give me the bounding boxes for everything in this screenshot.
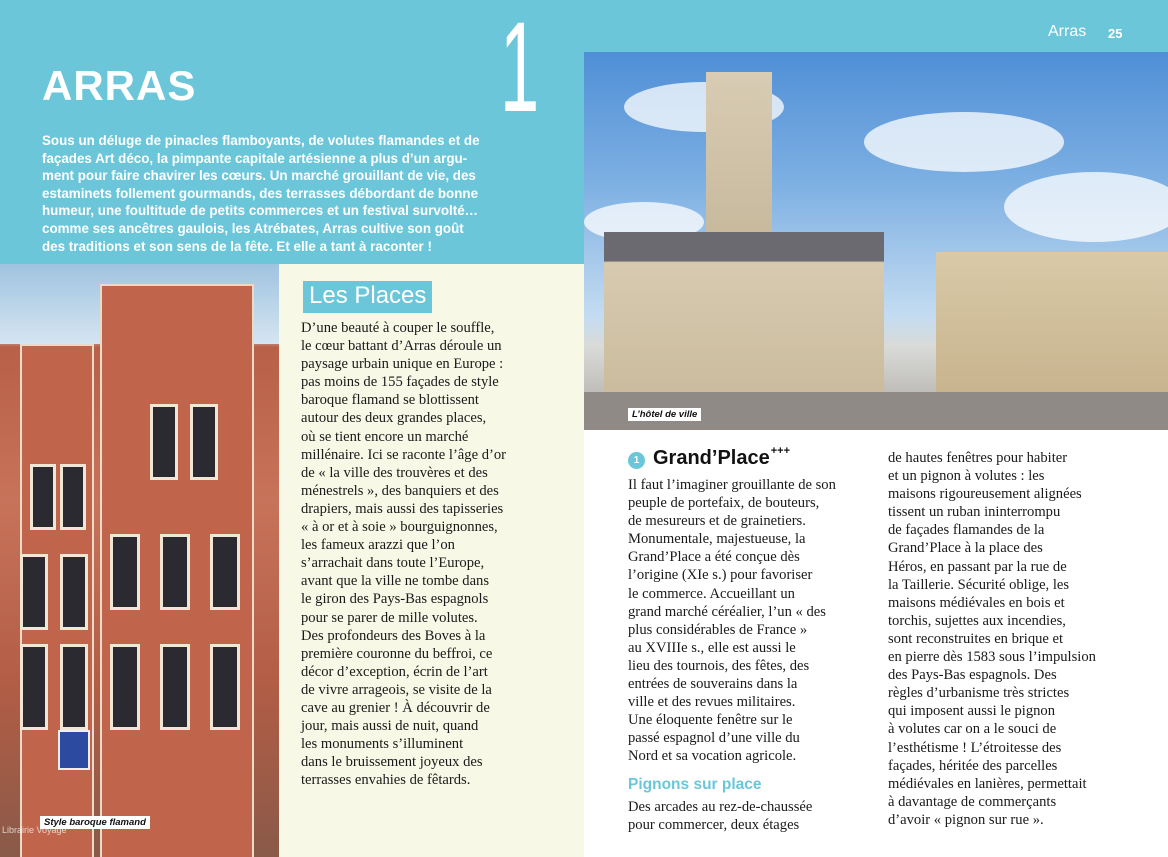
- body-line: règles d’urbanisme très strictes: [888, 685, 1070, 702]
- body-line: entrées de souverains dans la: [628, 676, 798, 693]
- body-line: façades, héritée des parcelles: [888, 757, 1058, 774]
- intro-line: estaminets follement gourmands, des terrasses débordant de bonne: [42, 185, 479, 201]
- body-line: ménestrels », des banquiers et des: [301, 482, 499, 499]
- photo-caption-left: Style baroque flamand: [40, 816, 150, 829]
- site-number-badge: 1: [628, 452, 645, 469]
- body-line: pour se parer de mille volutes.: [301, 609, 478, 626]
- body-line: Héros, en passant par la rue de: [888, 558, 1067, 575]
- body-line: ville et des revues militaires.: [628, 694, 796, 711]
- body-line: à davantage de commerçants: [888, 793, 1057, 810]
- intro-line: humeur, une foultitude de petits commerces et un festival survolté…: [42, 203, 479, 219]
- body-line: première couronne du beffroi, ce: [301, 645, 493, 662]
- body-line: Des profondeurs des Boves à la: [301, 627, 486, 644]
- photo-hotel-de-ville: [584, 52, 1168, 430]
- body-line: pour commercer, deux étages: [628, 817, 800, 834]
- subsection-body-text: [628, 798, 864, 834]
- body-line: grand marché céréalier, l’un « des: [628, 603, 826, 620]
- grandplace-title: [653, 447, 790, 470]
- section-title-les-places: Les Places: [303, 281, 432, 313]
- body-line: tissent un ruban ininterrompu: [888, 504, 1061, 521]
- intro-line: Sous un déluge de pinacles flamboyants, de volutes flamandes et de: [42, 133, 480, 148]
- no-parking-sign-icon: [58, 730, 90, 770]
- places-body-text: [301, 319, 541, 789]
- chapter-intro: [42, 132, 542, 255]
- body-line: de « la ville des trouvères et des: [301, 464, 488, 481]
- body-line: médiévales en lanières, permettait: [888, 775, 1087, 792]
- body-line: l’esthétisme ! L’étroitesse des: [888, 739, 1062, 756]
- running-head: Arras: [1048, 23, 1087, 40]
- body-line: Nord et sa vocation agricole.: [628, 748, 797, 765]
- body-line: baroque flamand se blottissent: [301, 392, 479, 409]
- body-line: Il faut l’imaginer grouillante de son: [628, 477, 836, 493]
- body-line: Une éloquente fenêtre sur le: [628, 712, 793, 729]
- body-line: jour, mais aussi de nuit, quand: [301, 718, 479, 735]
- intro-line: ment pour faire chavirer les cœurs. Un marché grouillant de vie, des: [42, 168, 476, 184]
- body-line: décor d’exception, écrin de l’art: [301, 663, 488, 680]
- body-line: Monumentale, majestueuse, la: [628, 531, 806, 548]
- flemish-facades: [936, 252, 1168, 392]
- body-line: où se tient encore un marché: [301, 428, 469, 445]
- body-line: D’une beauté à couper le souffle,: [301, 320, 495, 336]
- chapter-title: ARRAS: [42, 62, 197, 109]
- town-hall-building: [604, 232, 884, 392]
- intro-line: comme ses ancêtres gaulois, les Atrébates, Arras cultive son goût: [42, 220, 464, 236]
- body-line: à volutes car on a le souci de: [888, 721, 1057, 738]
- body-line: passé espagnol d’une ville du: [628, 730, 800, 747]
- intro-line: façades Art déco, la pimpante capitale artésienne a plus d’un argu-: [42, 150, 468, 166]
- body-line: la Taillerie. Sécurité oblige, les: [888, 576, 1070, 593]
- body-line: de façades flamandes de la: [888, 522, 1045, 539]
- subsection-title: Pignons sur place: [628, 776, 762, 793]
- photo-baroque-facades: [0, 264, 279, 857]
- third-column-text: [888, 449, 1128, 829]
- body-line: de mesureurs et de grainetiers.: [628, 513, 806, 530]
- body-line: l’origine (XIe s.) pour favoriser: [628, 567, 813, 584]
- body-line: millénaire. Ici se raconte l’âge d’or: [301, 446, 507, 463]
- body-line: « à or et à soie » bourguignonnes,: [301, 519, 498, 536]
- body-line: le cœur battant d’Arras déroule un: [301, 338, 502, 355]
- photo-caption-right: L’hôtel de ville: [628, 408, 701, 421]
- body-line: le commerce. Accueillant un: [628, 585, 795, 602]
- body-line: autour des deux grandes places,: [301, 410, 487, 427]
- body-line: avant que la ville ne tombe dans: [301, 573, 490, 590]
- intro-line: des traditions et son sens de la fête. Et elle a tant à raconter !: [42, 238, 432, 254]
- body-line: cave au grenier ! À découvrir de: [301, 699, 490, 716]
- body-line: terrasses envahies de fêtards.: [301, 772, 471, 789]
- body-line: maisons rigoureusement alignées: [888, 486, 1082, 503]
- chapter-number: 1: [500, 0, 540, 139]
- body-line: torchis, sujettes aux incendies,: [888, 612, 1066, 629]
- body-line: en pierre dès 1583 sous l’impulsion: [888, 649, 1096, 666]
- body-line: dans le bruissement joyeux des: [301, 754, 483, 771]
- body-line: Grand’Place à la place des: [888, 540, 1043, 557]
- body-line: drapiers, mais aussi des tapisseries: [301, 500, 504, 517]
- body-line: lieu des tournois, des fêtes, des: [628, 657, 810, 674]
- page-number: 25: [1108, 26, 1123, 41]
- body-line: d’avoir « pignon sur rue ».: [888, 811, 1044, 828]
- rating-stars: +++: [770, 445, 790, 457]
- body-line: et un pignon à volutes : les: [888, 468, 1045, 485]
- body-line: qui imposent aussi le pignon: [888, 703, 1056, 720]
- body-line: pas moins de 155 façades de style: [301, 374, 499, 391]
- body-line: plus considérables de France »: [628, 621, 808, 638]
- grandplace-body-text: [628, 476, 864, 766]
- grandplace-title-text: Grand’Place: [653, 447, 770, 469]
- body-line: paysage urbain unique en Europe :: [301, 356, 504, 373]
- body-line: des Pays-Bas espagnols. Des: [888, 667, 1057, 684]
- body-line: au XVIIIe s., elle est aussi le: [628, 639, 796, 656]
- body-line: le giron des Pays-Bas espagnols: [301, 591, 489, 608]
- body-line: de vivre arrageois, se visite de la: [301, 681, 492, 698]
- body-line: maisons médiévales en bois et: [888, 594, 1065, 611]
- body-line: s’arrachait dans toute l’Europe,: [301, 555, 485, 572]
- body-line: les fameux arazzi que l’on: [301, 537, 455, 554]
- body-line: Grand’Place a été conçue dès: [628, 549, 800, 566]
- body-line: peuple de portefaix, de bouteurs,: [628, 495, 820, 512]
- body-line: sont reconstruites en brique et: [888, 630, 1064, 647]
- watermark: Librairie Voyage: [2, 825, 67, 835]
- body-line: les monuments s’illuminent: [301, 736, 464, 753]
- body-line: Des arcades au rez-de-chaussée: [628, 799, 813, 815]
- body-line: de hautes fenêtres pour habiter: [888, 450, 1068, 466]
